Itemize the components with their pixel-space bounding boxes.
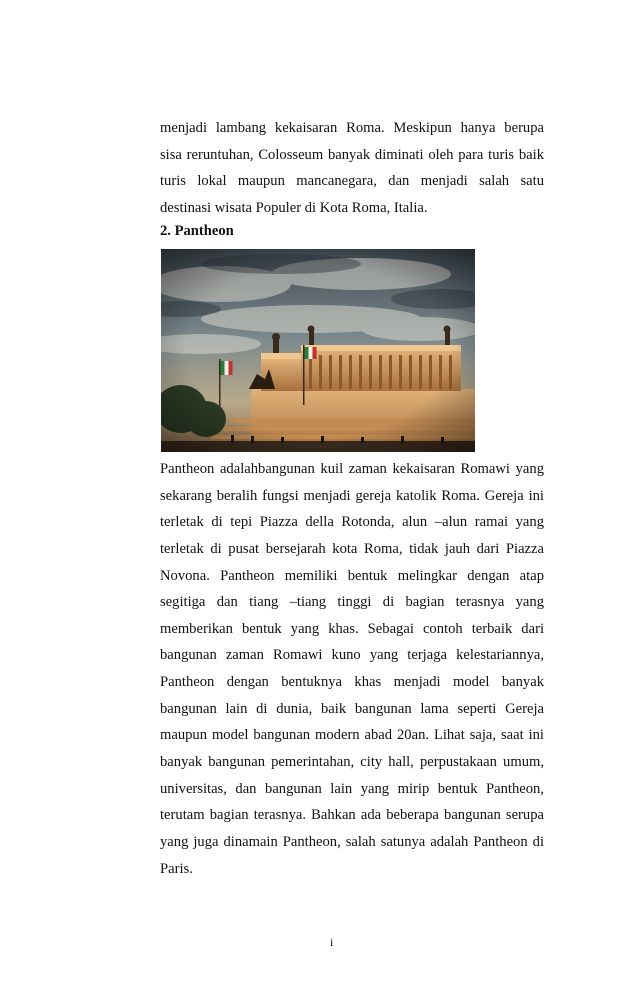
text-line: memberikan bentuk yang khas. Sebagai contoh terbaik dari (160, 620, 544, 637)
text-line: destinasi wisata Populer di Kota Roma, Italia. (160, 199, 428, 216)
text-line: turis lokal maupun mancanegara, dan menjadi salah satu (160, 173, 544, 190)
text-line: Pantheon dengan bentuknya khas menjadi model banyak (160, 674, 544, 691)
pantheon-photo (161, 249, 475, 452)
page-number: i (330, 935, 334, 949)
text-line: Paris. (160, 860, 193, 877)
text-line: Pantheon adalahbangunan kuil zaman kekaisaran Romawi yang (160, 461, 544, 477)
paragraph-colosseum (160, 115, 544, 221)
text-line: terletak di pusat bersejarah kota Roma, tidak jauh dari Piazza (160, 540, 544, 557)
text-line: bangunan lain di dunia, baik bangunan lama seperti Gereja (160, 700, 544, 717)
text-line: terutam bagian terasnya. Bahkan ada beberapa bangunan serupa (160, 807, 544, 824)
text-line: terletak di tepi Piazza della Rotonda, alun –alun ramai yang (160, 514, 544, 531)
text-line: Novona. Pantheon memiliki bentuk melingkar dengan atap (160, 567, 544, 584)
text-line: banyak bangunan pemerintahan, city hall, perpustakaan umum, (160, 754, 544, 771)
text-line: sekarang beralih fungsi menjadi gereja katolik Roma. Gereja ini (160, 487, 544, 504)
text-line: yang juga dinamain Pantheon, salah satunya adalah Pantheon di (160, 833, 544, 850)
text-line: menjadi lambang kekaisaran Roma. Meskipun hanya berupa (160, 120, 544, 136)
text-line: universitas, dan bangunan lain yang mirip bentuk Pantheon, (160, 780, 544, 797)
text-line: segitiga dan tiang –tiang tinggi di bagian terasnya yang (160, 594, 544, 611)
photo-illustration (161, 249, 475, 452)
paragraph-pantheon (160, 456, 544, 882)
text-line: maupun model bangunan modern abad 20an. Lihat saja, saat ini (160, 727, 544, 744)
section-heading: 2. Pantheon (160, 223, 234, 239)
text-line: sisa reruntuhan, Colosseum banyak diminati oleh para turis baik (160, 146, 544, 163)
text-line: bangunan zaman Romawi kuno yang terjaga kelestariannya, (160, 647, 544, 664)
